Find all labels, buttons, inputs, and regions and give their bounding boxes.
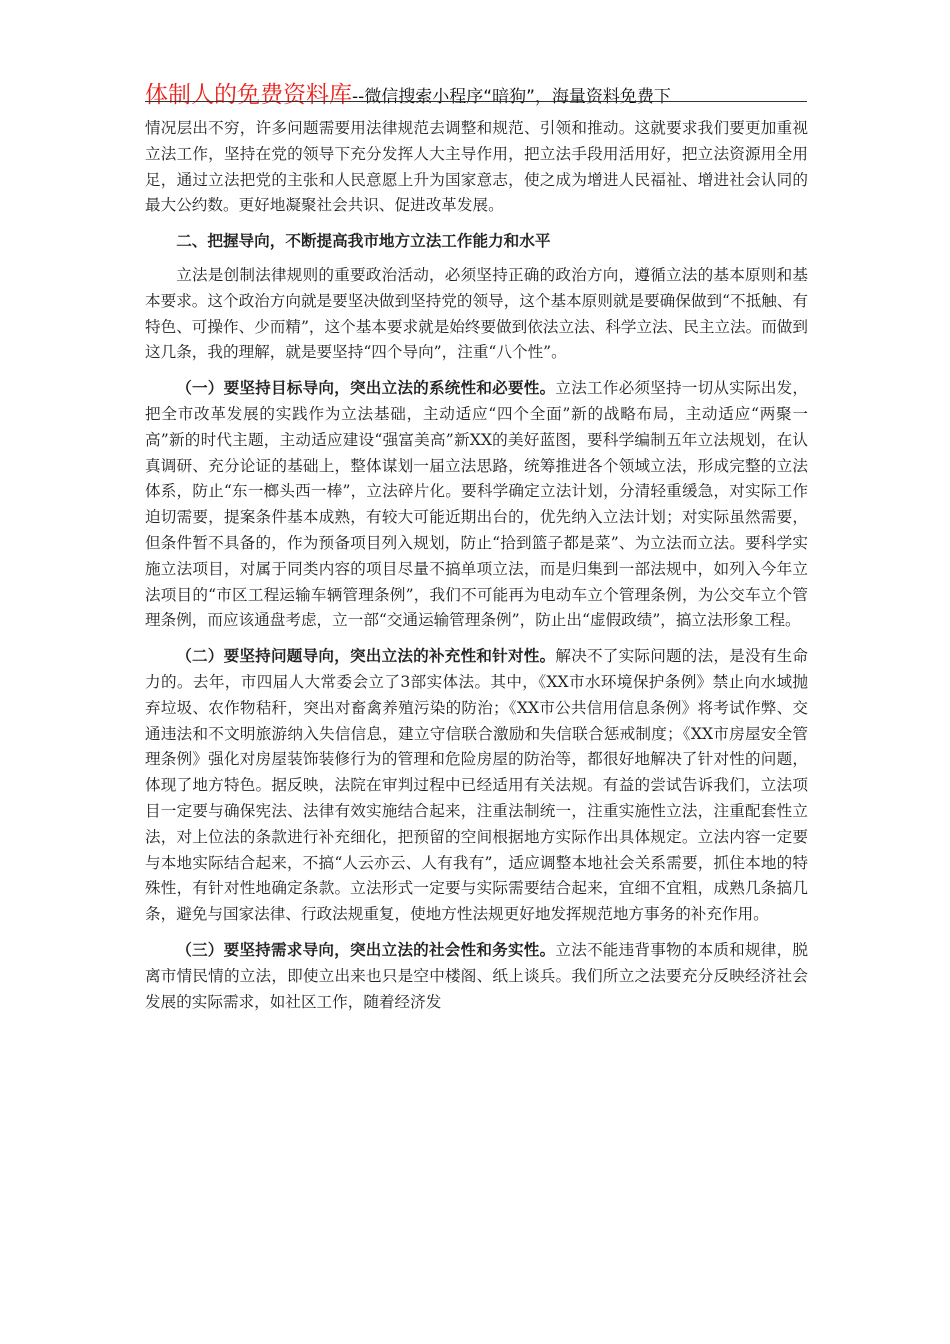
paragraph-goal-orientation xyxy=(145,375,808,634)
header-divider xyxy=(145,101,807,102)
document-body xyxy=(145,116,808,1015)
paragraph-text: 解决不了实际问题的法，是没有生命力的。去年，市四届人大常委会立了3部实体法。其中，《XX市水环境保护条例》禁止向水域抛弃垃圾、农作物秸秆，突出对畜禽养殖污染的防治；《XX市公共信用信息条例》将考试作弊、交通违法和不文明旅游纳入失信信息，建立守信联合激励和失信联合惩戒制度；《XX市房屋安全管理条例》强化对房屋装饰装修行为的管理和危险房屋的防治等，都很好地解决了针对性的问题，体现了地方特色。据反映，法院在审判过程中已经适用有关法规。有益的尝试告诉我们，立法项目一定要与确保宪法、法律有效实施结合起来，注重法制统一，注重实施性立法，注重配套性立法，对上位法的条款进行补充细化，把预留的空间根据地方实际作出具体规定。立法内容一定要与本地实际结合起来，不搞“人云亦云、人有我有”，适应调整本地社会关系需要，抓住本地的特殊性，有针对性地确定条款。立法形式一定要与实际需要结合起来，宜细不宜粗，成熟几条搞几条，避免与国家法律、行政法规重复，使地方性法规更好地发挥规范地方事务的补充作用。 xyxy=(145,647,808,924)
paragraph-principles: 立法是创制法律规则的重要政治活动，必须坚持正确的政治方向，遵循立法的基本原则和基本要求。这个政治方向就是要坚决做到坚持党的领导，这个基本原则就是要确保做到“不抵触、有特色、可操作、少而精”，这个基本要求就是始终要做到依法立法、科学立法、民主立法。而做到这几条，我的理解，就是要坚持“四个导向”，注重“八个性”。 xyxy=(145,265,808,362)
paragraph-demand-orientation xyxy=(145,937,808,1015)
header-tagline: --微信搜索小程序“暗狗”，海量资料免费下 xyxy=(352,87,671,107)
paragraph-lead: （三）要坚持需求导向，突出立法的社会性和务实性。 xyxy=(176,939,556,959)
page-header xyxy=(145,76,807,109)
paragraph-continued: 情况层出不穷，许多问题需要用法律规范去调整和规范、引领和推动。这就要求我们要更加重视立法工作，坚持在党的领导下充分发挥人大主导作用，把立法手段用活用好，把立法资源用全用足，通过立法把党的主张和人民意愿上升为国家意志，使之成为增进人民福祉、增进社会认同的最大公约数。更好地凝聚社会共识、促进改革发展。 xyxy=(145,119,808,215)
paragraph-text: 立法不能违背事物的本质和规律，脱离市情民情的立法，即使立出来也只是空中楼阁、纸上谈兵。我们所立之法要充分反映经济社会发展的实际需求，如社区工作，随着经济发 xyxy=(145,940,808,1011)
paragraph-lead: （二）要坚持问题导向，突出立法的补充性和针对性。 xyxy=(176,646,556,666)
section-heading: 二、把握导向，不断提高我市地方立法工作能力和水平 xyxy=(176,231,551,251)
paragraph-text: 立法工作必须坚持一切从实际出发，把全市改革发展的实践作为立法基础，主动适应“四个全面”新的战略布局，主动适应“两聚一高”新的时代主题，主动适应建设“强富美高”新XX的美好蓝图，要科学编制五年立法规划，在认真调研、充分论证的基础上，整体谋划一届立法思路，统筹推进各个领域立法，形成完整的立法体系，防止“东一榔头西一棒”，立法碎片化。要科学确定立法计划，分清轻重缓急，对实际工作迫切需要，提案条件基本成熟，有较大可能近期出台的，优先纳入立法计划；对实际虽然需要，但条件暂不具备的，作为预备项目列入规划，防止“拾到篮子都是菜”、为立法而立法。要科学实施立法项目，对属于同类内容的项目尽量不搞单项立法，而是归集到一部法规中，如列入今年立法项目的“市区工程运输车辆管理条例”，我们不可能再为电动车立个管理条例，为公交车立个管理条例，而应该通盘考虑，立一部“交通运输管理条例”，防止出“虚假政绩”，搞立法形象工程。 xyxy=(145,379,808,630)
paragraph-problem-orientation xyxy=(145,643,808,928)
paragraph-lead: （一）要坚持目标导向，突出立法的系统性和必要性。 xyxy=(176,378,556,398)
header-brand: 体制人的免费资料库 xyxy=(145,82,352,108)
